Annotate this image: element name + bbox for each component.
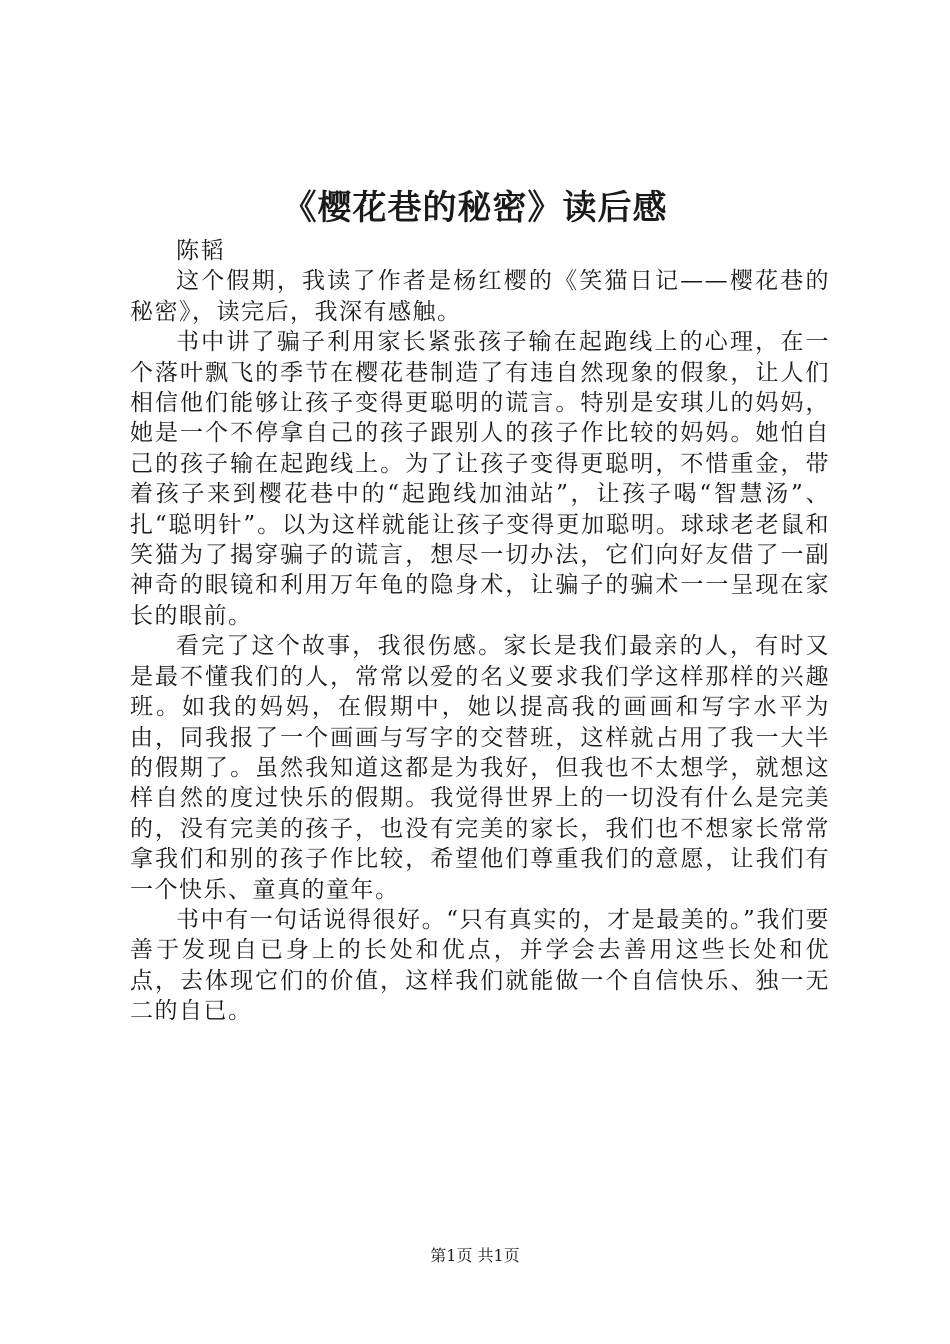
- document-title: 《樱花巷的秘密》读后感: [282, 188, 668, 228]
- paragraph: 看完了这个故事，我很伤感。家长是我们最亲的人，有时又是最不懂我们的人，常常以爱的名义要求我们学这样那样的兴趣班。如我的妈妈，在假期中，她以提高我的画画和写字水平为由，同我报了一个画画与写字的交替班，这样就占用了我一大半的假期了。虽然我知道这都是为我好，但我也不太想学，就想这样自然的度过快乐的假期。我觉得世界上的一切没有什么是完美的，没有完美的孩子，也没有完美的家长，我们也不想家长常常拿我们和别的孩子作比较，希望他们尊重我们的意愿，让我们有一个快乐、童真的童年。: [130, 633, 830, 903]
- paragraph: 书中讲了骗子利用家长紧张孩子输在起跑线上的心理，在一个落叶飘飞的季节在樱花巷制造了有违自然现象的假象，让人们相信他们能够让孩子变得更聪明的谎言。特别是安琪儿的妈妈，她是一个不停拿自己的孩子跟别人的孩子作比较的妈妈。她怕自己的孩子输在起跑线上。为了让孩子变得更聪明，不惜重金，带着孩子来到樱花巷中的“起跑线加油站”，让孩子喝“智慧汤”、扎“聪明针”。以为这样就能让孩子变得更加聪明。球球老老鼠和笑猫为了揭穿骗子的谎言，想尽一切办法，它们向好友借了一副神奇的眼镜和利用万年龟的隐身术，让骗子的骗术一一呈现在家长的眼前。: [130, 329, 830, 629]
- document-body: [130, 236, 830, 1027]
- paragraph: 书中有一句话说得很好。“只有真实的，才是最美的。”我们要善于发现自已身上的长处和优点，并学会去善用这些长处和优点，去体现它们的价值，这样我们就能做一个自信快乐、独一无二的自已。: [130, 906, 830, 1025]
- paragraph: 这个假期，我读了作者是杨红樱的《笑猫日记——樱花巷的秘密》，读完后，我深有感触。: [130, 268, 830, 325]
- author-line: 陈韬: [176, 238, 225, 264]
- page-footer: 第1页 共1页: [430, 1246, 520, 1265]
